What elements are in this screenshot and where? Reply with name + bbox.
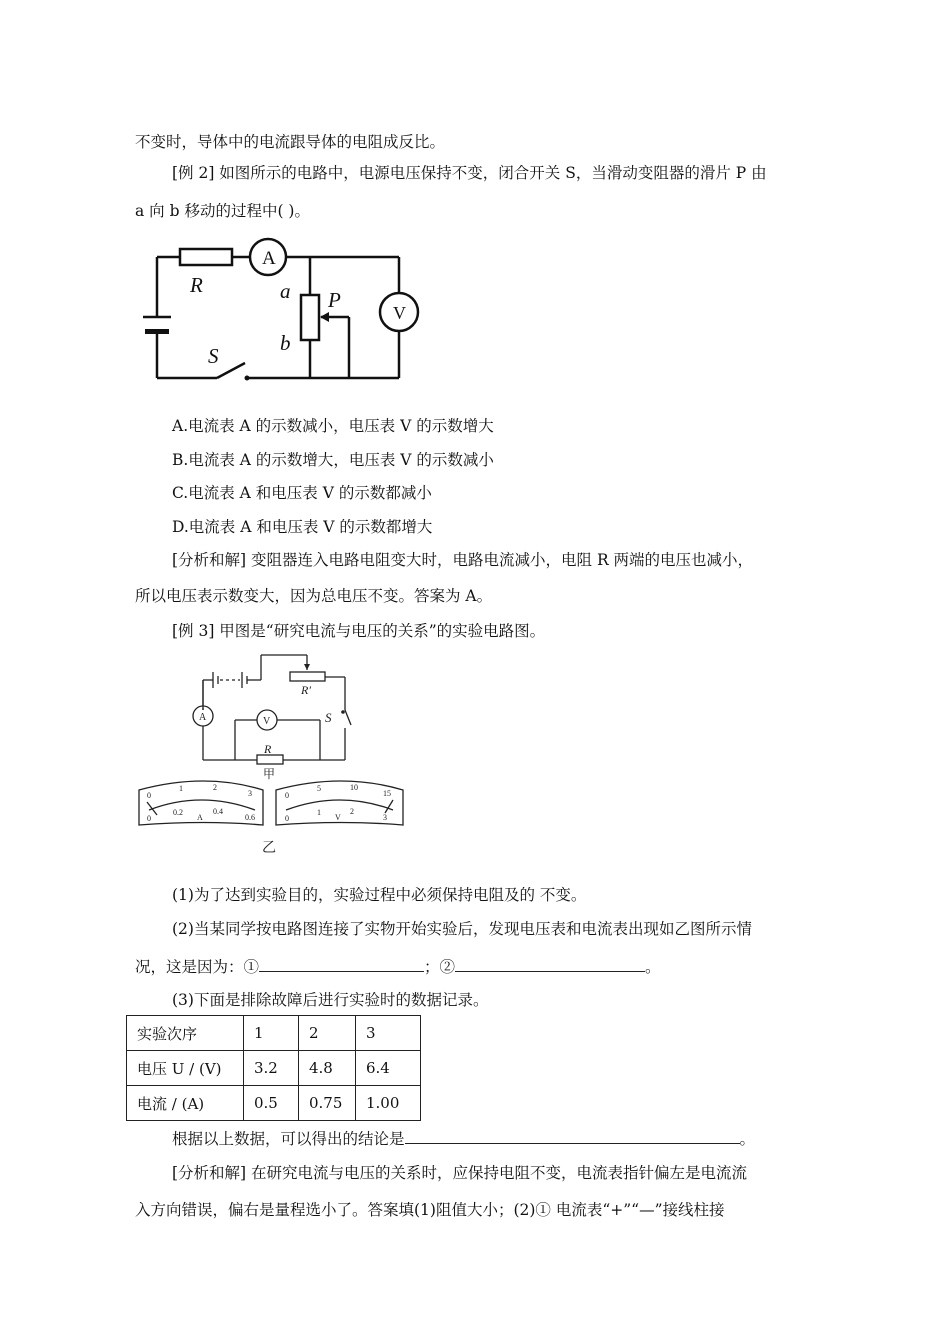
conclusion-blank[interactable] (405, 1128, 740, 1144)
label-b: b (280, 331, 291, 355)
voltmeter-unit: V (335, 813, 341, 822)
option-b: B.电流表 A 的示数增大，电压表 V 的示数减小 (172, 451, 494, 469)
label-ammeter: A (262, 248, 276, 269)
example-2-analysis: [分析和解] 变阻器连入电路电阻变大时，电路电流减小，电阻 R 两端的电压也减小， (172, 551, 754, 569)
question-3: (3)下面是排除故障后进行实验时的数据记录。 (172, 991, 489, 1009)
circuit-diagram-1 (135, 235, 435, 390)
table-row (127, 1051, 421, 1086)
ammeter-top-1: 1 (179, 784, 183, 793)
table-header-cell: 3 (356, 1016, 421, 1051)
question-2: (2)当某同学按电路图连接了实物开始实验后，发现电压表和电流表出现如乙图所示情 (172, 920, 752, 938)
question-1: (1)为了达到实验目的，实验过程中必须保持电阻及的 不变。 (172, 886, 587, 904)
table-cell: 0.75 (299, 1086, 356, 1121)
label-yi: 乙 (262, 841, 276, 856)
ammeter-unit: A (197, 813, 203, 822)
voltmeter-bottom-0: 0 (285, 814, 289, 823)
table-header-cell: 实验次序 (127, 1016, 244, 1051)
label-jia: 甲 (263, 767, 276, 781)
resistor-r (180, 249, 232, 265)
ammeter-top-2: 2 (213, 783, 217, 792)
table-cell: 电流 / (A) (127, 1086, 244, 1121)
example-2-question: [例 2] 如图所示的电路中，电源电压保持不变，闭合开关 S，当滑动变阻器的滑片 P 由 (172, 164, 767, 182)
answer-blank-1[interactable] (259, 956, 424, 972)
rheostat (301, 295, 319, 340)
ammeter-bottom-0: 0 (147, 814, 151, 823)
voltmeter-bottom-1: 1 (317, 808, 321, 817)
answer-blank-2[interactable] (455, 956, 645, 972)
table-header-cell: 1 (244, 1016, 299, 1051)
label-voltmeter-small: V (263, 716, 271, 727)
conclusion-prefix: 根据以上数据，可以得出的结论是 (172, 1130, 405, 1148)
label-r: R (190, 273, 203, 297)
table-cell: 4.8 (299, 1051, 356, 1086)
option-a: A.电流表 A 的示数减小，电压表 V 的示数增大 (172, 417, 494, 435)
table-header-cell: 2 (299, 1016, 356, 1051)
label-p: P (328, 288, 341, 312)
q2-end: 。 (645, 958, 661, 976)
voltmeter-top-3: 15 (383, 789, 391, 798)
voltmeter-bottom-2: 2 (350, 807, 354, 816)
example-3-analysis-cont: 入方向错误，偏右是量程选小了。答案填(1)阻值大小；(2)① 电流表“+”“—”接线柱接 (135, 1201, 725, 1219)
table-cell: 电压 U / (V) (127, 1051, 244, 1086)
label-s: S (208, 344, 219, 368)
circuit-diagram-2 (135, 650, 410, 860)
ammeter-top-3: 3 (248, 789, 252, 798)
label-switch: S (325, 710, 332, 725)
voltmeter-bottom-3: 3 (383, 813, 387, 822)
ammeter-bottom-2: 0.4 (213, 807, 223, 816)
table-row (127, 1086, 421, 1121)
switch-s (217, 363, 245, 378)
paragraph-text: 不变时，导体中的电流跟导体的电阻成反比。 (135, 133, 446, 151)
label-voltmeter: V (393, 303, 406, 323)
table-cell: 6.4 (356, 1051, 421, 1086)
conclusion-end: 。 (739, 1130, 756, 1148)
table-header-row (127, 1016, 421, 1051)
option-c: C.电流表 A 和电压表 V 的示数都减小 (172, 484, 432, 502)
voltmeter-top-0: 0 (285, 791, 289, 800)
table-cell: 1.00 (356, 1086, 421, 1121)
voltmeter-top-1: 5 (317, 784, 321, 793)
ammeter-bottom-1: 0.2 (173, 808, 183, 817)
label-ammeter-small: A (199, 712, 207, 723)
ammeter-bottom-3: 0.6 (245, 813, 255, 822)
resistor-r2 (257, 755, 283, 764)
q2-prefix: 况，这是因为：① (135, 958, 260, 976)
ammeter-top-0: 0 (147, 791, 151, 800)
data-table (126, 1015, 421, 1121)
label-a: a (280, 279, 291, 303)
table-cell: 0.5 (244, 1086, 299, 1121)
voltmeter-top-2: 10 (350, 783, 358, 792)
rheostat-rprime (290, 672, 325, 681)
conclusion-line (172, 1127, 755, 1149)
example-2-question-cont: a 向 b 移动的过程中( )。 (135, 202, 310, 220)
option-d: D.电流表 A 和电压表 V 的示数都增大 (172, 518, 433, 536)
example-3-intro: [例 3] 甲图是“研究电流与电压的关系”的实验电路图。 (172, 622, 546, 640)
label-rprime: R′ (301, 683, 311, 697)
label-r-small: R (264, 742, 272, 756)
example-2-analysis-cont: 所以电压表示数变大，因为总电压不变。答案为 A。 (135, 587, 493, 605)
table-cell: 3.2 (244, 1051, 299, 1086)
example-3-analysis: [分析和解] 在研究电流与电压的关系时，应保持电阻不变，电流表指针偏左是电流流 (172, 1164, 748, 1182)
q2-mid: ；② (424, 958, 456, 976)
question-2-cont (135, 955, 661, 977)
